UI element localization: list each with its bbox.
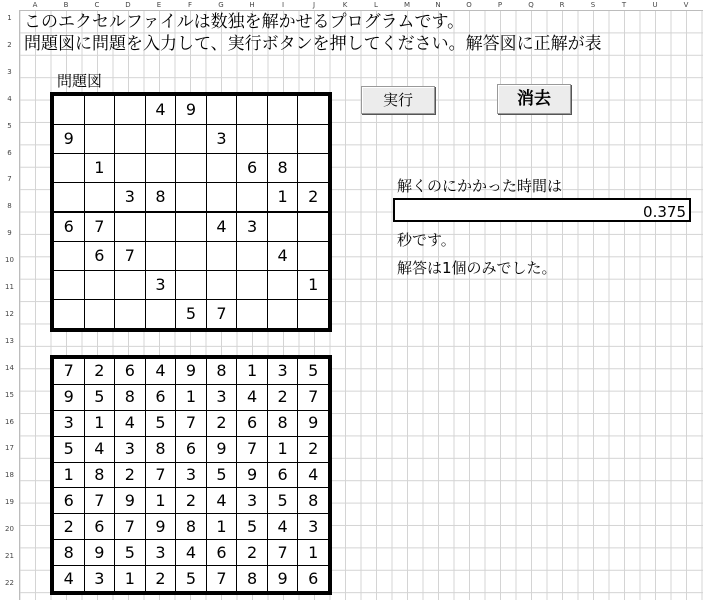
problem-cell[interactable]: 8 bbox=[145, 182, 176, 211]
solution-cell: 7 bbox=[84, 488, 115, 514]
problem-cell[interactable] bbox=[115, 124, 146, 153]
row-header-10[interactable]: 10 bbox=[5, 256, 14, 265]
problem-cell[interactable] bbox=[54, 242, 85, 271]
solution-cell: 4 bbox=[145, 359, 176, 385]
problem-cell[interactable]: 1 bbox=[267, 182, 298, 211]
problem-cell[interactable] bbox=[176, 242, 207, 271]
solution-cell: 4 bbox=[115, 410, 146, 436]
row-header-20[interactable]: 20 bbox=[5, 525, 14, 534]
solution-row bbox=[54, 488, 329, 514]
solution-cell: 2 bbox=[84, 359, 115, 385]
solution-cell: 6 bbox=[115, 359, 146, 385]
solution-cell: 2 bbox=[145, 566, 176, 592]
column-header-t[interactable]: T bbox=[621, 1, 627, 9]
column-header-r[interactable]: R bbox=[559, 1, 565, 9]
solution-cell: 5 bbox=[237, 514, 268, 540]
problem-cell[interactable] bbox=[176, 182, 207, 211]
solution-cell: 5 bbox=[115, 540, 146, 566]
solution-cell: 2 bbox=[298, 436, 329, 462]
column-header-p[interactable]: P bbox=[497, 1, 503, 9]
solution-cell: 9 bbox=[145, 514, 176, 540]
solution-cell: 8 bbox=[145, 436, 176, 462]
solution-cell: 1 bbox=[54, 462, 85, 488]
problem-cell[interactable] bbox=[298, 124, 329, 153]
solution-cell: 6 bbox=[176, 436, 207, 462]
solution-cell: 7 bbox=[237, 436, 268, 462]
solution-cell: 8 bbox=[176, 514, 207, 540]
solution-cell: 8 bbox=[267, 410, 298, 436]
problem-cell[interactable] bbox=[206, 242, 237, 271]
solution-cell: 5 bbox=[267, 488, 298, 514]
problem-cell[interactable]: 1 bbox=[84, 153, 115, 182]
intro-line-2: 問題図に問題を入力して、実行ボタンを押してください。解答図に正解が表 bbox=[24, 34, 602, 54]
problem-cell[interactable] bbox=[145, 213, 176, 242]
solution-grid bbox=[50, 355, 332, 595]
row-header-15[interactable]: 15 bbox=[5, 390, 14, 399]
column-header-k[interactable]: K bbox=[342, 1, 348, 9]
problem-cell[interactable] bbox=[145, 124, 176, 153]
solution-cell: 8 bbox=[115, 384, 146, 410]
solution-cell: 7 bbox=[115, 514, 146, 540]
problem-cell[interactable] bbox=[298, 96, 329, 125]
row-header-13[interactable]: 13 bbox=[5, 336, 14, 345]
solution-row bbox=[54, 566, 329, 592]
solution-cell: 6 bbox=[84, 514, 115, 540]
problem-cell[interactable] bbox=[145, 153, 176, 182]
column-header-n[interactable]: N bbox=[435, 1, 441, 9]
column-header-s[interactable]: S bbox=[590, 1, 596, 9]
problem-cell[interactable] bbox=[54, 271, 85, 300]
solution-cell: 1 bbox=[145, 488, 176, 514]
solution-cell: 4 bbox=[84, 436, 115, 462]
solution-cell: 2 bbox=[267, 384, 298, 410]
solution-row bbox=[54, 436, 329, 462]
problem-cell[interactable] bbox=[237, 300, 268, 329]
solution-cell: 1 bbox=[176, 384, 207, 410]
row-header-14[interactable]: 14 bbox=[5, 363, 14, 372]
intro-line-1: このエクセルファイルは数独を解かせるプログラムです。 bbox=[24, 12, 465, 32]
problem-cell[interactable] bbox=[176, 213, 207, 242]
solution-cell: 1 bbox=[84, 410, 115, 436]
problem-cell[interactable] bbox=[206, 182, 237, 211]
problem-cell[interactable]: 2 bbox=[298, 182, 329, 211]
solution-cell: 5 bbox=[145, 410, 176, 436]
column-header-m[interactable]: M bbox=[403, 1, 411, 9]
solution-cell: 4 bbox=[267, 514, 298, 540]
solution-cell: 2 bbox=[206, 410, 237, 436]
problem-cell[interactable] bbox=[237, 242, 268, 271]
problem-cell[interactable]: 7 bbox=[115, 242, 146, 271]
problem-cell[interactable] bbox=[84, 271, 115, 300]
problem-label: 問題図 bbox=[57, 72, 103, 90]
solution-cell: 8 bbox=[298, 488, 329, 514]
solution-cell: 8 bbox=[206, 359, 237, 385]
column-header-o[interactable]: O bbox=[466, 1, 472, 9]
solution-cell: 1 bbox=[267, 436, 298, 462]
row-header-2[interactable]: 2 bbox=[7, 40, 12, 49]
solution-cell: 9 bbox=[84, 540, 115, 566]
column-header-e[interactable]: E bbox=[156, 1, 162, 9]
problem-cell[interactable] bbox=[267, 213, 298, 242]
problem-cell[interactable] bbox=[115, 271, 146, 300]
solution-cell: 9 bbox=[206, 436, 237, 462]
solution-row bbox=[54, 462, 329, 488]
solution-cell: 2 bbox=[115, 462, 146, 488]
problem-row bbox=[54, 271, 329, 300]
solution-cell: 6 bbox=[54, 488, 85, 514]
solution-cell: 8 bbox=[54, 540, 85, 566]
time-label: 解くのにかかった時間は bbox=[397, 177, 563, 195]
solution-cell: 7 bbox=[206, 566, 237, 592]
problem-cell[interactable] bbox=[298, 153, 329, 182]
solution-cell: 5 bbox=[176, 566, 207, 592]
row-header-19[interactable]: 19 bbox=[5, 498, 14, 507]
problem-cell[interactable] bbox=[84, 96, 115, 125]
solution-cell: 1 bbox=[237, 359, 268, 385]
column-header-i[interactable]: I bbox=[281, 1, 285, 9]
problem-cell[interactable] bbox=[298, 213, 329, 242]
problem-grid[interactable] bbox=[50, 92, 332, 332]
problem-cell[interactable] bbox=[267, 96, 298, 125]
problem-cell[interactable]: 3 bbox=[145, 271, 176, 300]
solution-cell: 2 bbox=[237, 540, 268, 566]
solution-cell: 6 bbox=[237, 410, 268, 436]
solution-cell: 2 bbox=[54, 514, 85, 540]
problem-cell[interactable] bbox=[84, 124, 115, 153]
solution-cell: 7 bbox=[176, 410, 207, 436]
solution-cell: 8 bbox=[237, 566, 268, 592]
problem-cell[interactable] bbox=[176, 124, 207, 153]
problem-row bbox=[54, 300, 329, 329]
solution-cell: 3 bbox=[298, 514, 329, 540]
row-header-6[interactable]: 6 bbox=[7, 148, 12, 157]
column-header-d[interactable]: D bbox=[125, 1, 131, 9]
solution-cell: 3 bbox=[115, 436, 146, 462]
problem-cell[interactable] bbox=[237, 96, 268, 125]
problem-cell[interactable] bbox=[267, 124, 298, 153]
problem-cell[interactable] bbox=[298, 242, 329, 271]
column-header-q[interactable]: Q bbox=[528, 1, 534, 9]
row-header-11[interactable]: 11 bbox=[5, 283, 14, 291]
problem-cell[interactable] bbox=[206, 271, 237, 300]
problem-cell[interactable] bbox=[176, 271, 207, 300]
clear-button[interactable]: 消去 bbox=[497, 84, 571, 114]
solution-cell: 4 bbox=[176, 540, 207, 566]
problem-cell[interactable]: 6 bbox=[84, 242, 115, 271]
row-header-12[interactable]: 12 bbox=[5, 309, 14, 318]
problem-cell[interactable] bbox=[176, 153, 207, 182]
problem-cell[interactable] bbox=[84, 300, 115, 329]
problem-cell[interactable]: 9 bbox=[54, 124, 85, 153]
problem-cell[interactable]: 4 bbox=[267, 242, 298, 271]
problem-cell[interactable]: 1 bbox=[298, 271, 329, 300]
solution-cell: 7 bbox=[267, 540, 298, 566]
solution-cell: 7 bbox=[298, 384, 329, 410]
solution-cell: 3 bbox=[267, 359, 298, 385]
column-header-bar bbox=[0, 0, 703, 11]
row-header-21[interactable]: 21 bbox=[5, 552, 14, 560]
problem-cell[interactable] bbox=[145, 242, 176, 271]
column-header-u[interactable]: U bbox=[652, 1, 658, 9]
solution-cell: 4 bbox=[298, 462, 329, 488]
problem-cell[interactable]: 3 bbox=[237, 213, 268, 242]
problem-cell[interactable] bbox=[237, 271, 268, 300]
seconds-label: 秒です。 bbox=[397, 231, 456, 249]
solution-cell: 9 bbox=[267, 566, 298, 592]
time-value-cell[interactable]: 0.375 bbox=[393, 198, 691, 222]
column-header-c[interactable]: C bbox=[94, 1, 100, 9]
row-header-8[interactable]: 8 bbox=[7, 202, 12, 211]
solution-cell: 3 bbox=[145, 540, 176, 566]
column-header-l[interactable]: L bbox=[374, 1, 378, 9]
problem-cell[interactable] bbox=[267, 271, 298, 300]
solution-cell: 9 bbox=[237, 462, 268, 488]
problem-cell[interactable]: 3 bbox=[115, 182, 146, 211]
solution-cell: 6 bbox=[298, 566, 329, 592]
row-header-16[interactable]: 16 bbox=[5, 417, 14, 426]
column-header-j[interactable]: J bbox=[312, 1, 316, 9]
row-header-22[interactable]: 22 bbox=[5, 578, 14, 587]
problem-row bbox=[54, 242, 329, 271]
problem-cell[interactable] bbox=[267, 300, 298, 329]
solution-row bbox=[54, 540, 329, 566]
solution-cell: 3 bbox=[84, 566, 115, 592]
solution-cell: 5 bbox=[84, 384, 115, 410]
solution-row bbox=[54, 514, 329, 540]
problem-cell[interactable] bbox=[115, 213, 146, 242]
solution-cell: 4 bbox=[206, 488, 237, 514]
problem-row bbox=[54, 124, 329, 153]
problem-row bbox=[54, 153, 329, 182]
row-header-4[interactable]: 4 bbox=[7, 94, 12, 103]
solution-cell: 1 bbox=[206, 514, 237, 540]
problem-cell[interactable]: 7 bbox=[206, 300, 237, 329]
solution-cell: 5 bbox=[298, 359, 329, 385]
problem-cell[interactable]: 8 bbox=[267, 153, 298, 182]
problem-row bbox=[54, 213, 329, 242]
solution-cell: 6 bbox=[145, 384, 176, 410]
solution-cell: 4 bbox=[237, 384, 268, 410]
solution-cell: 3 bbox=[54, 410, 85, 436]
problem-cell[interactable]: 3 bbox=[206, 124, 237, 153]
row-header-5[interactable]: 5 bbox=[7, 121, 12, 130]
problem-cell[interactable] bbox=[237, 124, 268, 153]
solution-cell: 9 bbox=[298, 410, 329, 436]
solution-row bbox=[54, 359, 329, 385]
problem-cell[interactable] bbox=[54, 153, 85, 182]
solution-cell: 8 bbox=[84, 462, 115, 488]
solution-cell: 1 bbox=[298, 540, 329, 566]
problem-cell[interactable] bbox=[54, 182, 85, 211]
solution-cell: 4 bbox=[54, 566, 85, 592]
run-button[interactable]: 実行 bbox=[361, 86, 435, 114]
solution-cell: 5 bbox=[54, 436, 85, 462]
problem-cell[interactable]: 4 bbox=[206, 213, 237, 242]
row-header-bar bbox=[0, 10, 20, 600]
problem-row bbox=[54, 182, 329, 211]
column-header-v[interactable]: V bbox=[683, 1, 689, 9]
solution-cell: 1 bbox=[115, 566, 146, 592]
problem-cell[interactable] bbox=[206, 96, 237, 125]
column-header-a[interactable]: A bbox=[32, 1, 38, 9]
solution-cell: 2 bbox=[176, 488, 207, 514]
problem-cell[interactable]: 6 bbox=[237, 153, 268, 182]
solution-cell: 9 bbox=[115, 488, 146, 514]
problem-cell[interactable] bbox=[115, 96, 146, 125]
solution-cell: 7 bbox=[54, 359, 85, 385]
solution-cell: 7 bbox=[145, 462, 176, 488]
column-header-g[interactable]: G bbox=[218, 1, 224, 9]
problem-cell[interactable] bbox=[298, 300, 329, 329]
solution-row bbox=[54, 384, 329, 410]
problem-cell[interactable]: 9 bbox=[176, 96, 207, 125]
problem-cell[interactable] bbox=[145, 300, 176, 329]
solution-row bbox=[54, 410, 329, 436]
problem-cell[interactable]: 4 bbox=[145, 96, 176, 125]
solution-cell: 3 bbox=[176, 462, 207, 488]
problem-cell[interactable] bbox=[115, 153, 146, 182]
column-header-h[interactable]: H bbox=[249, 1, 255, 9]
problem-cell[interactable]: 6 bbox=[54, 213, 85, 242]
problem-cell[interactable]: 7 bbox=[84, 213, 115, 242]
solution-cell: 6 bbox=[206, 540, 237, 566]
problem-cell[interactable] bbox=[206, 153, 237, 182]
column-header-b[interactable]: B bbox=[63, 1, 69, 9]
problem-row bbox=[54, 96, 329, 125]
problem-cell[interactable] bbox=[54, 96, 85, 125]
problem-cell[interactable]: 5 bbox=[176, 300, 207, 329]
problem-cell[interactable] bbox=[115, 300, 146, 329]
solution-cell: 3 bbox=[206, 384, 237, 410]
row-header-9[interactable]: 9 bbox=[7, 229, 12, 238]
row-header-3[interactable]: 3 bbox=[7, 67, 12, 76]
solution-cell: 9 bbox=[54, 384, 85, 410]
solution-cell: 9 bbox=[176, 359, 207, 385]
solution-cell: 5 bbox=[206, 462, 237, 488]
solution-cell: 3 bbox=[237, 488, 268, 514]
row-header-1[interactable]: 1 bbox=[7, 14, 12, 22]
row-header-7[interactable]: 7 bbox=[7, 175, 12, 184]
solution-cell: 6 bbox=[267, 462, 298, 488]
problem-cell[interactable] bbox=[237, 182, 268, 211]
problem-cell[interactable] bbox=[54, 300, 85, 329]
column-header-f[interactable]: F bbox=[187, 1, 193, 9]
uniqueness-message: 解答は1個のみでした。 bbox=[397, 259, 557, 277]
problem-cell[interactable] bbox=[84, 182, 115, 211]
row-header-18[interactable]: 18 bbox=[5, 471, 14, 480]
row-header-17[interactable]: 17 bbox=[5, 444, 14, 453]
